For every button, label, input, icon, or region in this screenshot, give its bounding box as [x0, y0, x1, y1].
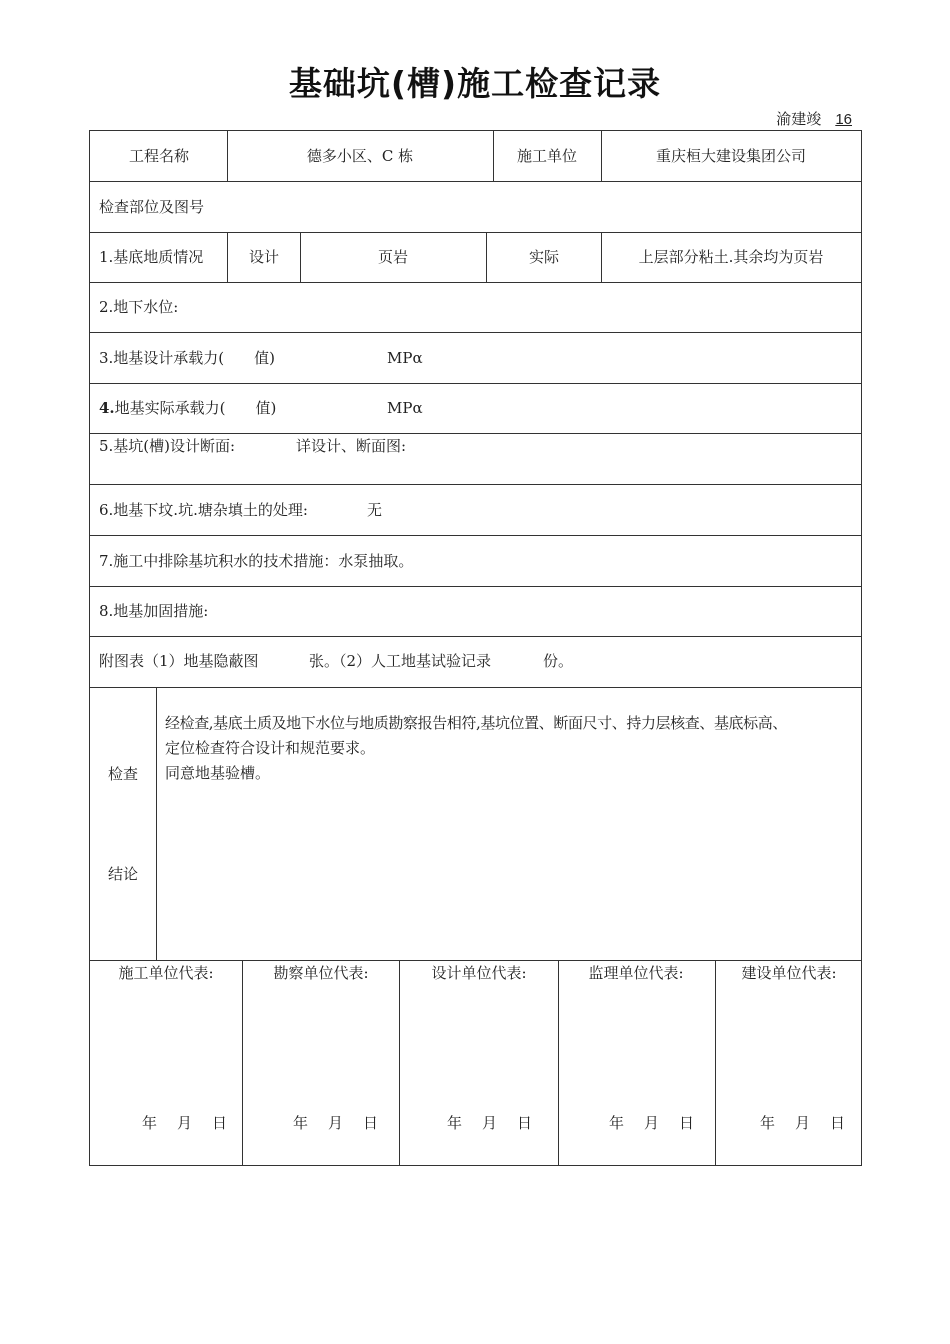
- signature-label: 建设单位代表:: [741, 964, 837, 982]
- column-divider: [227, 131, 228, 181]
- signature-label: 勘察单位代表:: [273, 964, 369, 982]
- document-code-prefix: 渝建竣: [776, 110, 822, 128]
- inspection-form: [89, 130, 862, 1166]
- column-divider: [558, 960, 559, 1166]
- conclusion-label-bottom: 结论: [107, 865, 139, 883]
- row-divider: [90, 687, 861, 688]
- column-divider: [399, 960, 400, 1166]
- signature-date: [447, 1114, 532, 1132]
- row-divider: [90, 433, 861, 434]
- date-day: 日: [830, 1114, 846, 1132]
- signature-label: 监理单位代表:: [588, 964, 684, 982]
- design-value: 页岩: [377, 248, 409, 266]
- column-divider: [242, 960, 243, 1166]
- row-divider: [90, 383, 861, 384]
- column-divider: [486, 232, 487, 282]
- row-divider: [90, 332, 861, 333]
- row-divider: [90, 484, 861, 485]
- design-bearing-capacity: 3.地基设计承载力( 值): [99, 349, 276, 367]
- date-day: 日: [517, 1114, 533, 1132]
- conclusion-line: 定位检查符合设计和规范要求。: [165, 739, 376, 757]
- drainage-measures: 7.施工中排除基坑积水的技术措施：水泵抽取。: [99, 552, 414, 570]
- date-year: 年: [293, 1114, 309, 1132]
- row-divider: [90, 282, 861, 283]
- conclusion-text: [165, 711, 859, 786]
- signature-date: [142, 1114, 227, 1132]
- signature-date: [293, 1114, 378, 1132]
- column-divider: [227, 232, 228, 282]
- actual-capacity-unit: MPα: [387, 399, 423, 417]
- date-day: 日: [679, 1114, 695, 1132]
- design-section-value: 详设计、断面图:: [296, 437, 407, 455]
- date-year: 年: [447, 1114, 463, 1132]
- row-divider: [90, 586, 861, 587]
- document-code: [776, 108, 852, 129]
- row-divider: [90, 636, 861, 637]
- date-year: 年: [142, 1114, 158, 1132]
- column-divider: [493, 131, 494, 181]
- date-year: 年: [760, 1114, 776, 1132]
- signature-label: 设计单位代表:: [431, 964, 527, 982]
- foundation-geology-label: 1.基底地质情况: [99, 248, 204, 266]
- date-month: 月: [795, 1114, 811, 1132]
- column-divider: [156, 687, 157, 960]
- column-divider: [601, 131, 602, 181]
- date-month: 月: [328, 1114, 344, 1132]
- column-divider: [601, 232, 602, 282]
- fill-treatment-value: 无: [367, 501, 383, 519]
- date-day: 日: [363, 1114, 379, 1132]
- actual-bearing-capacity: [99, 399, 276, 417]
- date-month: 月: [482, 1114, 498, 1132]
- signature-date: [609, 1114, 694, 1132]
- actual-capacity-text: 地基实际承载力( 值): [114, 399, 277, 417]
- column-divider: [300, 232, 301, 282]
- design-label: 设计: [248, 248, 280, 266]
- fill-treatment-label: 6.地基下坟.坑.塘杂填土的处理:: [99, 501, 308, 519]
- attachment-copies: 份。: [543, 652, 574, 670]
- column-divider: [715, 960, 716, 1166]
- actual-value: 上层部分粘土.其余均为页岩: [638, 248, 824, 266]
- conclusion-line: 同意地基验槽。: [165, 764, 271, 782]
- attachment-test-records: 张。（2）人工地基试验记录: [309, 652, 492, 670]
- construction-unit-value: 重庆桓大建设集团公司: [655, 147, 807, 165]
- design-capacity-unit: MPα: [387, 349, 423, 367]
- row-divider: [90, 960, 861, 961]
- groundwater-level: 2.地下水位:: [99, 298, 179, 316]
- date-day: 日: [212, 1114, 228, 1132]
- conclusion-label-top: 检查: [107, 765, 139, 783]
- page-title: 基础坑(槽)施工检查记录: [288, 64, 662, 103]
- project-name-value: 德多小区、C 栋: [306, 147, 414, 165]
- design-section-label: 5.基坑(槽)设计断面:: [99, 437, 236, 455]
- signature-date: [760, 1114, 845, 1132]
- row-divider: [90, 535, 861, 536]
- construction-unit-label: 施工单位: [516, 147, 578, 165]
- row-divider: [90, 232, 861, 233]
- attachment-hidden-drawings: 附图表（1）地基隐蔽图: [99, 652, 259, 670]
- date-year: 年: [609, 1114, 625, 1132]
- date-month: 月: [177, 1114, 193, 1132]
- project-name-label: 工程名称: [128, 147, 190, 165]
- actual-label: 实际: [528, 248, 560, 266]
- reinforcement-measures: 8.地基加固措施:: [99, 602, 209, 620]
- row-divider: [90, 181, 861, 182]
- actual-capacity-number: 4.: [99, 399, 115, 417]
- document-code-number: 16: [835, 111, 852, 128]
- date-month: 月: [644, 1114, 660, 1132]
- signature-label: 施工单位代表:: [118, 964, 214, 982]
- inspection-part-label: 检查部位及图号: [99, 198, 205, 216]
- conclusion-line: 经检查,基底土质及地下水位与地质勘察报告相符,基坑位置、断面尺寸、持力层核查、基底标高、: [165, 714, 787, 732]
